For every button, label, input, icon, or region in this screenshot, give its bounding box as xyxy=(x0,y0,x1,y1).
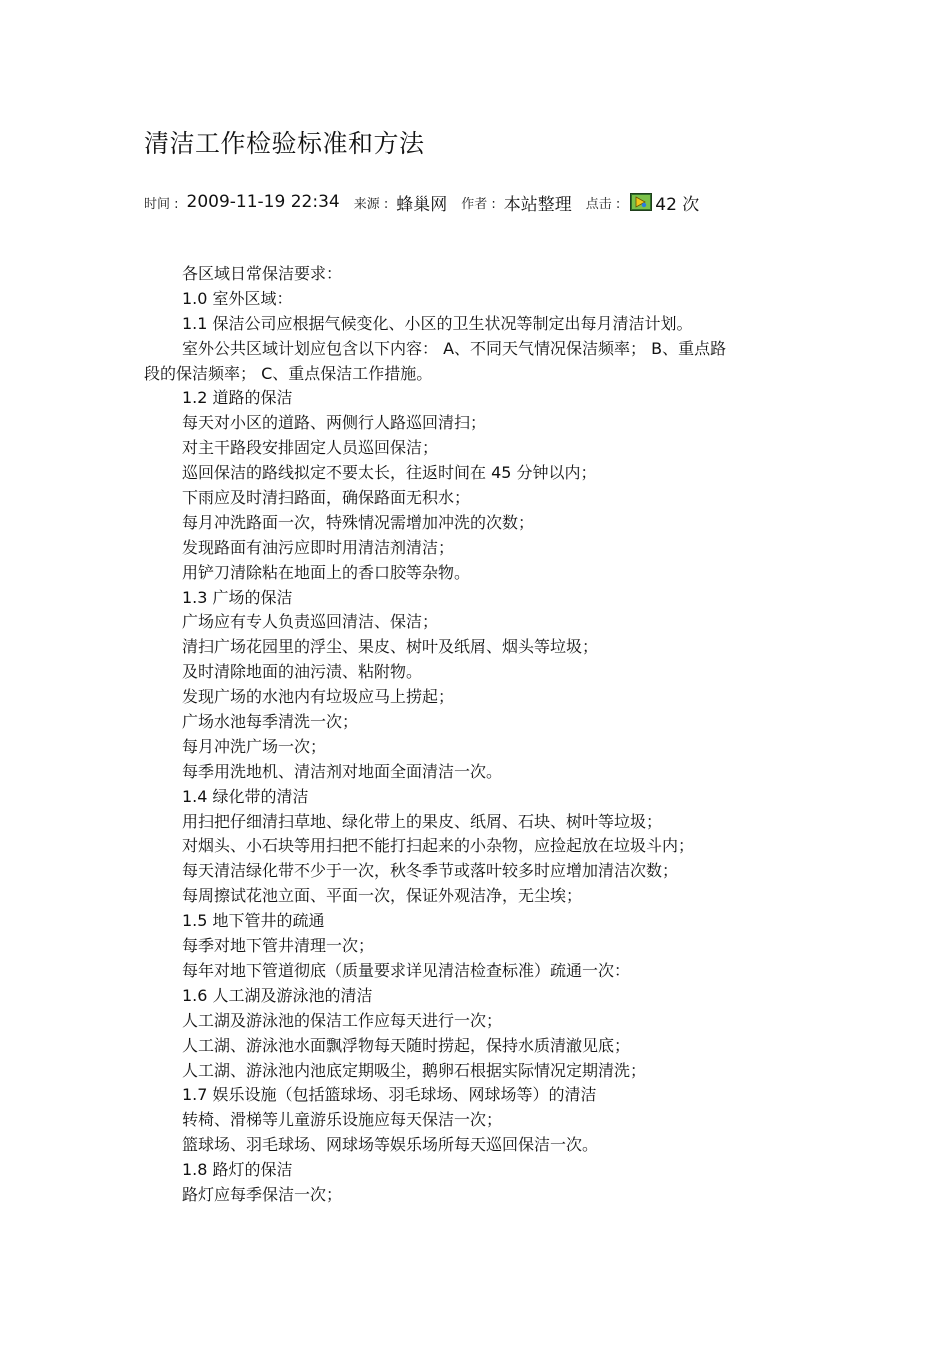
body-line: 每月冲洗路面一次，特殊情况需增加冲洗的次数； xyxy=(182,512,535,532)
source-label: 来源 : xyxy=(353,196,389,212)
body-line: 广场水池每季清洗一次； xyxy=(182,712,359,732)
body-line: 转椅、滑梯等儿童游乐设施应每天保洁一次； xyxy=(182,1110,503,1130)
section-heading: 1.6 人工湖及游泳池的清洁 xyxy=(182,985,373,1005)
section-heading: 1.7 娱乐设施（包括篮球场、羽毛球场、网球场等）的清洁 xyxy=(182,1085,597,1105)
body-line: 每季用洗地机、清洁剂对地面全面清洁一次。 xyxy=(182,761,503,781)
body-line: 各区域日常保洁要求： xyxy=(182,264,343,283)
body-line: 篮球场、羽毛球场、网球场等娱乐场所每天巡回保洁一次。 xyxy=(182,1135,599,1155)
body-line: 人工湖、游泳池水面飘浮物每天随时捞起，保持水质清澈见底； xyxy=(182,1035,631,1055)
body-line: 每年对地下管道彻底（质量要求详见清洁检查标准）疏通一次： xyxy=(182,960,631,980)
author-value: 本站整理 xyxy=(503,194,572,215)
section-heading: 1.0 室外区域： xyxy=(182,288,293,308)
hits-value: 42 次 xyxy=(655,194,700,215)
body-line: 室外公共区域计划应包含以下内容： A、不同天气情况保洁频率； B、重点路 xyxy=(182,338,727,358)
page-title: 清洁工作检验标准和方法 xyxy=(144,129,425,158)
body-line: 每天对小区的道路、两侧行人路巡回清扫； xyxy=(182,413,487,433)
body-line: 每周擦试花池立面、平面一次，保证外观洁净，无尘埃； xyxy=(182,886,583,906)
body-line: 段的保洁频率； C、重点保洁工作措施。 xyxy=(144,363,433,383)
author-label: 作者 : xyxy=(461,196,496,212)
body-line: 广场应有专人负责巡回清洁、保洁； xyxy=(182,612,439,632)
body-line: 每月冲洗广场一次； xyxy=(182,736,327,756)
body-line: 及时清除地面的油污渍、粘附物。 xyxy=(182,662,423,682)
article-meta xyxy=(144,190,699,214)
body-line: 对主干路段安排固定人员巡回保洁； xyxy=(182,438,439,458)
body-line: 发现广场的水池内有垃圾应马上捞起； xyxy=(182,687,455,707)
body-line: 巡回保洁的路线拟定不要太长，往返时间在 45 分钟以内； xyxy=(182,463,597,483)
section-heading: 1.8 路灯的保洁 xyxy=(182,1160,293,1180)
body-line: 人工湖及游泳池的保洁工作应每天进行一次； xyxy=(182,1010,503,1030)
body-line: 路灯应每季保洁一次； xyxy=(182,1184,343,1204)
time-label: 时间 : xyxy=(144,196,179,212)
section-heading: 1.3 广场的保洁 xyxy=(182,587,293,607)
body-line: 每天清洁绿化带不少于一次，秋冬季节或落叶较多时应增加清洁次数； xyxy=(182,861,679,881)
body-line: 用扫把仔细清扫草地、绿化带上的果皮、纸屑、石块、树叶等垃圾； xyxy=(182,811,663,831)
body-line: 人工湖、游泳池内池底定期吸尘，鹅卵石根据实际情况定期清洗； xyxy=(182,1060,647,1080)
hits-label: 点击 : xyxy=(585,196,621,212)
body-line: 每季对地下管井清理一次； xyxy=(182,936,375,956)
body-line: 发现路面有油污应即时用清洁剂清洁； xyxy=(182,537,455,557)
body-line: 对烟头、小石块等用扫把不能打扫起来的小杂物，应捡起放在垃圾斗内； xyxy=(182,836,695,856)
section-heading: 1.5 地下管井的疏通 xyxy=(182,911,325,931)
source-value: 蜂巢网 xyxy=(396,194,448,215)
body-line: 1.1 保洁公司应根据气候变化、小区的卫生状况等制定出每月清洁计划。 xyxy=(182,313,693,333)
section-heading: 1.2 道路的保洁 xyxy=(182,388,293,408)
body-line: 下雨应及时清扫路面，确保路面无积水； xyxy=(182,488,471,508)
hit-counter-icon xyxy=(630,193,652,211)
body-line: 用铲刀清除粘在地面上的香口胶等杂物。 xyxy=(182,562,471,582)
section-heading: 1.4 绿化带的清洁 xyxy=(182,786,309,806)
article-body xyxy=(144,262,824,1208)
time-value: 2009-11-19 22:34 xyxy=(186,192,340,212)
body-line: 清扫广场花园里的浮尘、果皮、树叶及纸屑、烟头等垃圾； xyxy=(182,637,599,657)
